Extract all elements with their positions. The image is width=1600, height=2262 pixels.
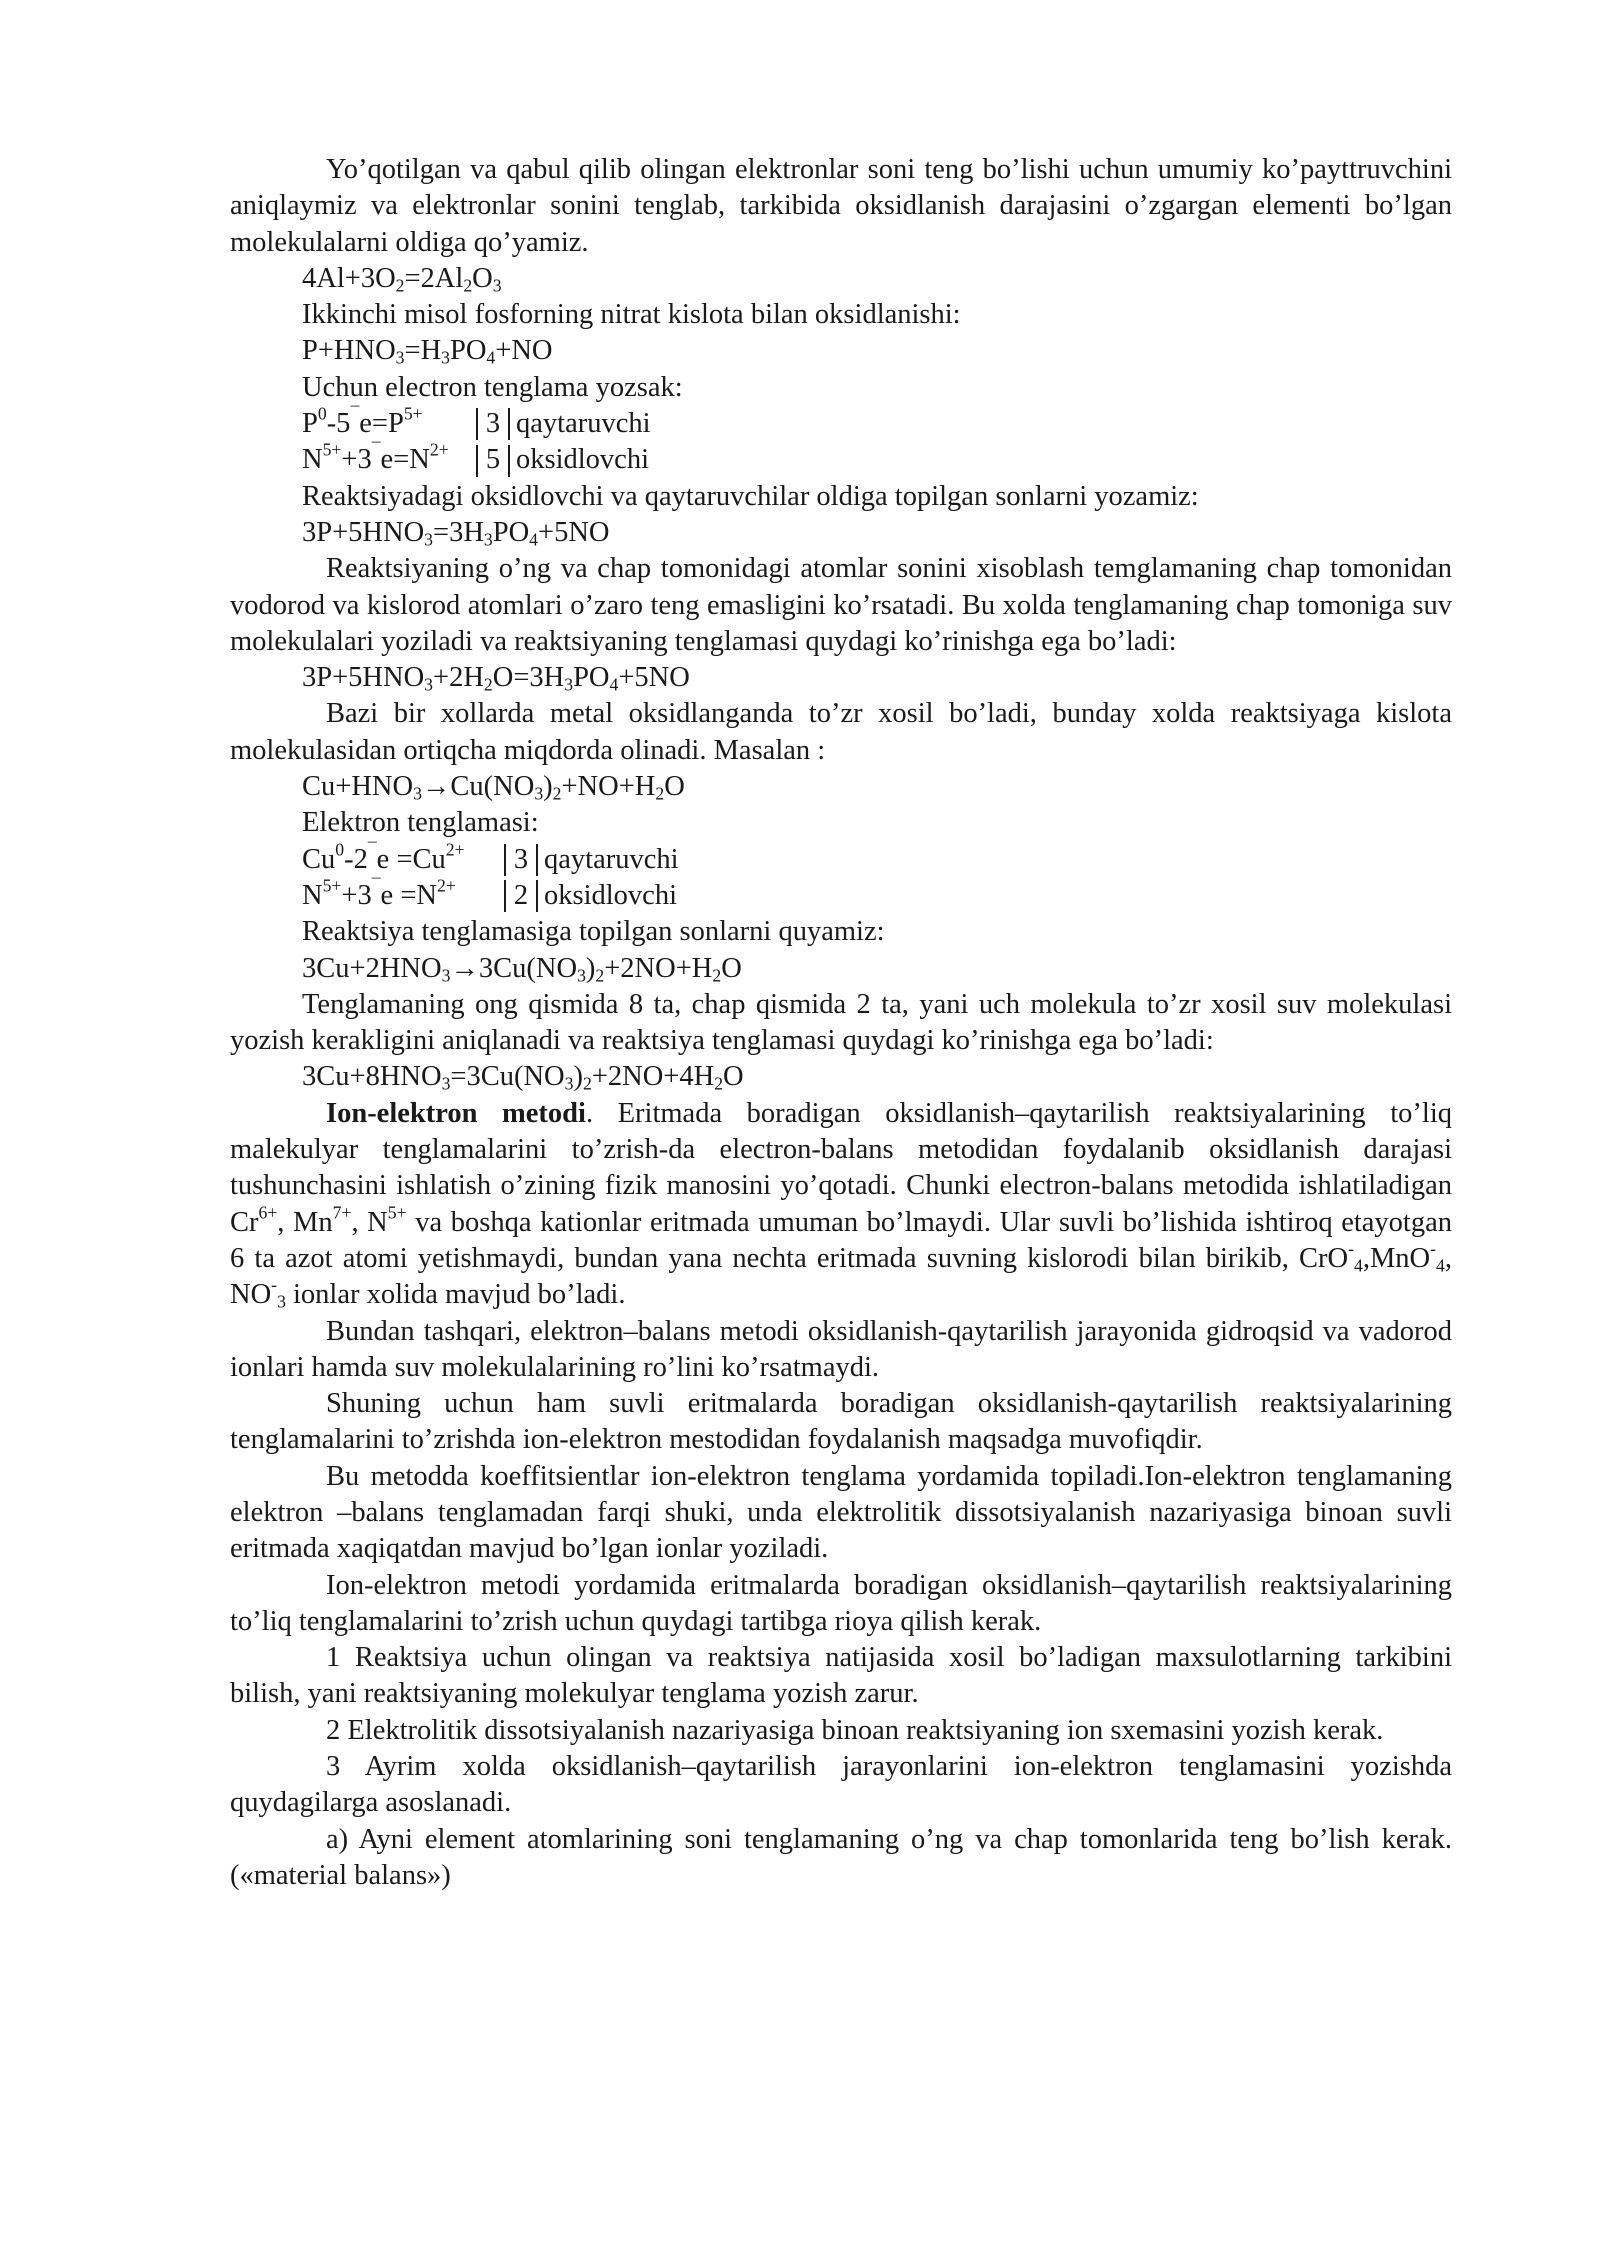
text-line: Elektron tenglamasi:: [302, 807, 539, 839]
text-line: Ikkinchi misol fosforning nitrat kislota bilan oksidlanishi:: [302, 299, 961, 331]
paragraph: Bu metodda koeffitsientlar ion-elektron tenglama yordamida topiladi.Ion-elektron tenglamaning elektron –balans tenglamadan farqi shuki, unda elektrolitik dissotsiyalanish nazariyasiga binoan suvli eritmada xaqiqatdan mavjud bo’lgan ionlar yoziladi.: [230, 1460, 1452, 1565]
equation: $3Cu+8HNO_3=3Cu(NO_3)_2+2NO+4H_2O$: [302, 1061, 744, 1094]
document-page: [230, 152, 1452, 1894]
role-label: oksidlovchi: [544, 879, 677, 911]
list-item: 1 Reaktsiya uchun olingan va reaktsiya natijasida xosil bo’ladigan maxsulotlarning tarkibini bilish, yani reaktsiyaning molekulyar tenglama yozish zarur.: [230, 1642, 1452, 1710]
list-item: 2 Elektrolitik dissotsiyalanish nazariyasiga binoan reaktsiyaning ion sxemasini yozish kerak.: [326, 1714, 1384, 1746]
equation: $3P+5HNO_3=3H_3PO_4+5NO$: [302, 516, 610, 550]
balance-row: $N^{5+}+3^¯e =N^{2+}$ 2 oksidlovchi: [302, 878, 1452, 914]
section-title: Ion-elektron metodi: [326, 1097, 586, 1129]
balance-row: $N^{5+}+3^¯e=N^{2+}$ 5 oksidlovchi: [302, 442, 1452, 478]
equation: $4Al+3O_2=2Al_2O_3$: [302, 262, 502, 296]
equation: $3Cu+2HNO_3\to 3Cu(NO_3)_2+2NO+H_2O$: [302, 952, 742, 985]
paragraph: Ion-elektron metodi yordamida eritmalarda boradigan oksidlanish–qaytarilish reaktsiyalarining to’liq tenglamalarini to’zrish uchun quydagi tartibga rioya qilish kerak.: [230, 1569, 1452, 1637]
balance-row: $P^0-5^¯e=P^{5+}$ 3 qaytaruvchi: [302, 406, 1452, 442]
text-line: Uchun electron tenglama yozsak:: [302, 371, 683, 403]
paragraph: Bazi bir xollarda metal oksidlanganda to’zr xosil bo’ladi, bunday xolda reaktsiyaga kislota molekulasidan ortiqcha miqdorda olinadi. Masalan :: [230, 698, 1452, 766]
paragraph: Bundan tashqari, elektron–balans metodi oksidlanish-qaytarilish jarayonida gidroqsid va vadorod ionlari hamda suv molekulalarining ro’lini ko’rsatmaydi.: [230, 1315, 1452, 1383]
list-item: 3 Ayrim xolda oksidlanish–qaytarilish jarayonlarini ion-elektron tenglamasini yozishda quydagilarga asoslanadi.: [230, 1751, 1452, 1819]
equation: $Cu+HNO_3\to Cu(NO_3)_2+NO+H_2O$: [302, 771, 685, 804]
role-label: qaytaruvchi: [544, 843, 679, 875]
equation: $P+HNO_3=H_3PO_4+NO$: [302, 335, 553, 368]
list-item: a) Ayni element atomlarining soni tenglamaning o’ng va chap tomonlarida teng bo’lish kerak.(«material balans»): [230, 1823, 1452, 1891]
balance-row: $Cu^0-2^¯e =Cu^{2+}$ 3 qaytaruvchi: [302, 842, 1452, 878]
paragraph: Ion-elektron metodi. Eritmada boradigan oksidlanish–qaytarilish reaktsiyalarining to’liq malekulyar tenglamalarini to’zrish-da electron-balans metodidan foydalanib oksidlanish darajasi tushunchasini ishlatish o’zining fizik manosini yo’qotadi. Chunki electron-balans metodida ishlatiladigan $Cr^{6+}$, $Mn^{7+}$, $N^{5+}$ va boshqa kationlar eritmada umuman bo’lmaydi. Ular suvli bo’lishida ishtiroq etayotgan 6 ta azot atomi yetishmaydi, bundan yana nechta eritmada suvning kislorodi bilan birikib, CrO-$_4$,MnO-$_4$, $NO^-_3$ ionlar xolida mavjud bo’ladi.: [230, 1097, 1453, 1312]
text-line: Reaktsiya tenglamasiga topilgan sonlarni quyamiz:: [302, 916, 885, 948]
text-line: Reaktsiyadagi oksidlovchi va qaytaruvchilar oldiga topilgan sonlarni yozamiz:: [302, 480, 1199, 512]
paragraph: Yo’qotilgan va qabul qilib olingan elektronlar soni teng bo’lishi uchun umumiy ko’payttruvchini aniqlaymiz va elektronlar sonini tenglab, tarkibida oksidlanish darajasini o’zgargan elementi bo’lgan molekulalarni oldiga qo’yamiz.: [230, 154, 1452, 258]
paragraph: Reaktsiyaning o’ng va chap tomonidagi atomlar sonini xisoblash temglamaning chap tomonidan vodorod va kislorod atomlari o’zaro teng emasligini ko’rsatadi. Bu xolda tenglamaning chap tomoniga suv molekulalari yoziladi va reaktsiyaning tenglamasi quydagi ko’rinishga ega bo’ladi:: [230, 553, 1452, 657]
role-label: oksidlovchi: [516, 444, 649, 476]
paragraph: Shuning uchun ham suvli eritmalarda boradigan oksidlanish-qaytarilish reaktsiyalarining tenglamalarini to’zrishda ion-elektron mestodidan foydalanish maqsadga muvofiqdir.: [230, 1388, 1452, 1456]
paragraph: Tenglamaning ong qismida 8 ta, chap qismida 2 ta, yani uch molekula to’zr xosil suv molekulasi yozish kerakligini aniqlanadi va reaktsiya tenglamasi quydagi ko’rinishga ega bo’ladi:: [230, 988, 1452, 1057]
role-label: qaytaruvchi: [516, 408, 651, 440]
equation: $3P+5HNO_3+2H_2O=3H_3PO_4+5NO$: [302, 662, 690, 695]
